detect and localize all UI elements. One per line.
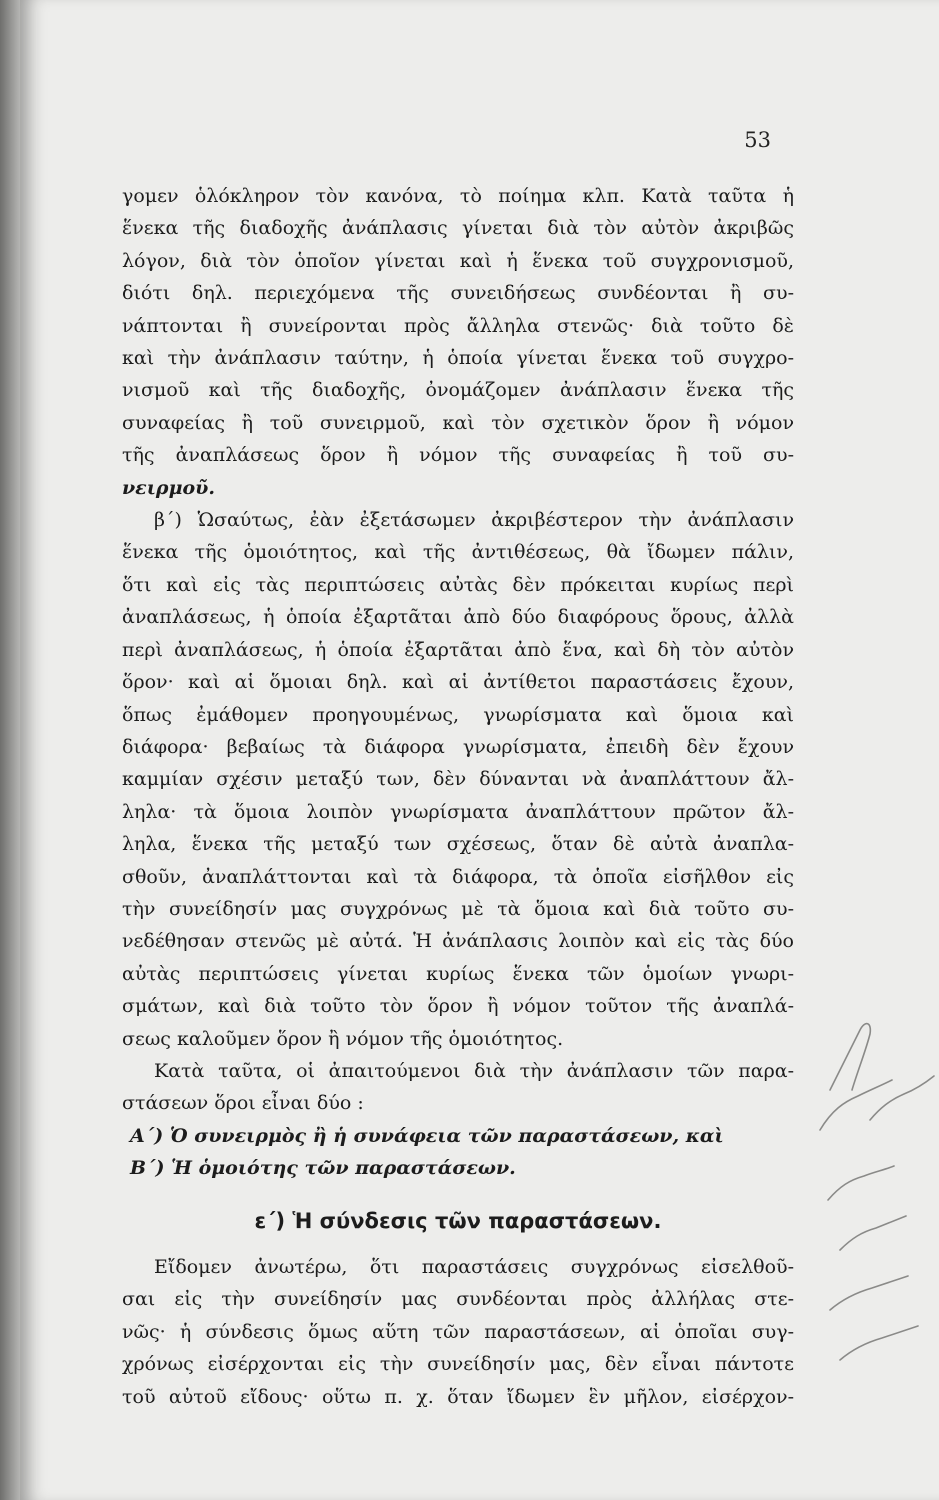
text-line: σαι εἰς τὴν συνείδησίν μας συνδέονται πρὸς ἀλλήλας στε-: [122, 1288, 794, 1311]
text-line: νισμοῦ καὶ τῆς διαδοχῆς, ὀνομάζομεν ἀνάπλασιν ἕνεκα τῆς: [122, 379, 794, 402]
text-line: β΄) Ὡσαύτως, ἐὰν ἐξετάσωμεν ἀκριβέστερον τὴν ἀνάπλασιν: [154, 509, 794, 532]
text-line: Κατὰ ταῦτα, οἱ ἀπαιτούμενοι διὰ τὴν ἀνάπλασιν τῶν παρα-: [154, 1059, 794, 1082]
text-line: σθοῦν, ἀναπλάττονται καὶ τὰ διάφορα, τὰ ὁποῖα εἰσῆλθον εἰς: [122, 865, 794, 888]
text-line: ἕνεκα τῆς ὁμοιότητος, καὶ τῆς ἀντιθέσεως, θὰ ἴδωμεν πάλιν,: [122, 541, 794, 564]
text-line: νειρμοῦ.: [122, 476, 215, 499]
page-number: 53: [744, 128, 771, 152]
list-item: Β΄) Ἡ ὁμοιότης τῶν παραστάσεων.: [130, 1157, 516, 1180]
text-line: νῶς· ἡ σύνδεσις ὅμως αὕτη τῶν παραστάσεων, αἱ ὁποῖαι συγ-: [122, 1320, 794, 1343]
book-page: [20, 0, 939, 1500]
handwritten-marginalia: [800, 1010, 939, 1410]
text-line: ἕνεκα τῆς διαδοχῆς ἀνάπλασις γίνεται διὰ τὸν αὐτὸν ἀκριβῶς: [122, 217, 794, 240]
text-line: διότι δηλ. περιεχόμενα τῆς συνειδήσεως συνδέονται ἢ συ-: [122, 282, 794, 305]
text-line: ὅτι καὶ εἰς τὰς περιπτώσεις αὐτὰς δὲν πρόκειται κυρίως περὶ: [122, 573, 794, 596]
pencil-scribbles: [800, 1010, 939, 1410]
text-line: καὶ τὴν ἀνάπλασιν ταύτην, ἡ ὁποία γίνεται ἕνεκα τοῦ συγχρο-: [122, 347, 794, 370]
text-line: σμάτων, καὶ διὰ τοῦτο τὸν ὅρον ἢ νόμον τοῦτον τῆς ἀναπλά-: [122, 995, 794, 1018]
text-line: αὐτὰς περιπτώσεις γίνεται κυρίως ἕνεκα τῶν ὁμοίων γνωρι-: [122, 962, 794, 985]
text-line: στάσεων ὅροι εἶναι δύο :: [122, 1092, 364, 1115]
text-line: τῆς ἀναπλάσεως ὅρον ἢ νόμον τῆς συναφείας ἢ τοῦ συ-: [122, 444, 794, 467]
list-item: Α΄) Ὁ συνειρμὸς ἢ ἡ συνάφεια τῶν παραστάσεων, καὶ: [130, 1124, 724, 1147]
text-line: γομεν ὁλόκληρον τὸν κανόνα, τὸ ποίημα κλπ. Κατὰ ταῦτα ἡ: [122, 185, 794, 207]
text-line: νεδέθησαν στενῶς μὲ αὐτά. Ἡ ἀνάπλασις λοιπὸν καὶ εἰς τὰς δύο: [122, 930, 794, 953]
text-line: ληλα· τὰ ὅμοια λοιπὸν γνωρίσματα ἀναπλάττουν πρῶτον ἄλ-: [122, 800, 794, 823]
text-line: λόγον, διὰ τὸν ὁποῖον γίνεται καὶ ἡ ἕνεκα τοῦ συγχρονισμοῦ,: [122, 249, 794, 272]
text-line: σεως καλοῦμεν ὅρον ἢ νόμον τῆς ὁμοιότητος.: [122, 1027, 564, 1050]
text-line: Εἴδομεν ἀνωτέρω, ὅτι παραστάσεις συγχρόνως εἰσελθοῦ-: [154, 1256, 794, 1278]
section-heading: ε΄) Ἡ σύνδεσις τῶν παραστάσεων.: [254, 1208, 662, 1233]
text-line: ὅρον· καὶ αἱ ὅμοιαι δηλ. καὶ αἱ ἀντίθετοι παραστάσεις ἔχουν,: [122, 671, 794, 694]
text-line: ὅπως ἐμάθομεν προηγουμένως, γνωρίσματα καὶ ὅμοια καὶ: [122, 703, 794, 726]
text-line: ἀναπλάσεως, ἡ ὁποία ἐξαρτᾶται ἀπὸ δύο διαφόρους ὅρους, ἀλλὰ: [122, 606, 794, 629]
text-line: διάφορα· βεβαίως τὰ διάφορα γνωρίσματα, ἐπειδὴ δὲν ἔχουν: [122, 735, 794, 758]
text-line: περὶ ἀναπλάσεως, ἡ ὁποία ἐξαρτᾶται ἀπὸ ἕνα, καὶ δὴ τὸν αὐτὸν: [122, 638, 794, 661]
text-line: τὴν συνείδησίν μας συγχρόνως μὲ τὰ ὅμοια καὶ διὰ τοῦτο συ-: [122, 897, 794, 920]
text-line: συναφείας ἢ τοῦ συνειρμοῦ, καὶ τὸν σχετικὸν ὅρον ἢ νόμον: [122, 411, 794, 434]
body-text: [122, 180, 794, 1413]
text-line: ληλα, ἕνεκα τῆς μεταξύ των σχέσεως, ὅταν δὲ αὐτὰ ἀναπλα-: [122, 833, 794, 856]
book-binding-edge: [0, 0, 22, 1500]
text-line: νάπτονται ἢ συνείρονται πρὸς ἄλληλα στενῶς· διὰ τοῦτο δὲ: [122, 314, 794, 337]
text-line: καμμίαν σχέσιν μεταξύ των, δὲν δύνανται νὰ ἀναπλάττουν ἄλ-: [122, 768, 794, 791]
text-line: χρόνως εἰσέρχονται εἰς τὴν συνείδησίν μας, δὲν εἶναι πάντοτε: [122, 1353, 794, 1376]
text-line: τοῦ αὐτοῦ εἴδους· οὕτω π. χ. ὅταν ἴδωμεν ἓν μῆλον, εἰσέρχον-: [122, 1385, 794, 1408]
